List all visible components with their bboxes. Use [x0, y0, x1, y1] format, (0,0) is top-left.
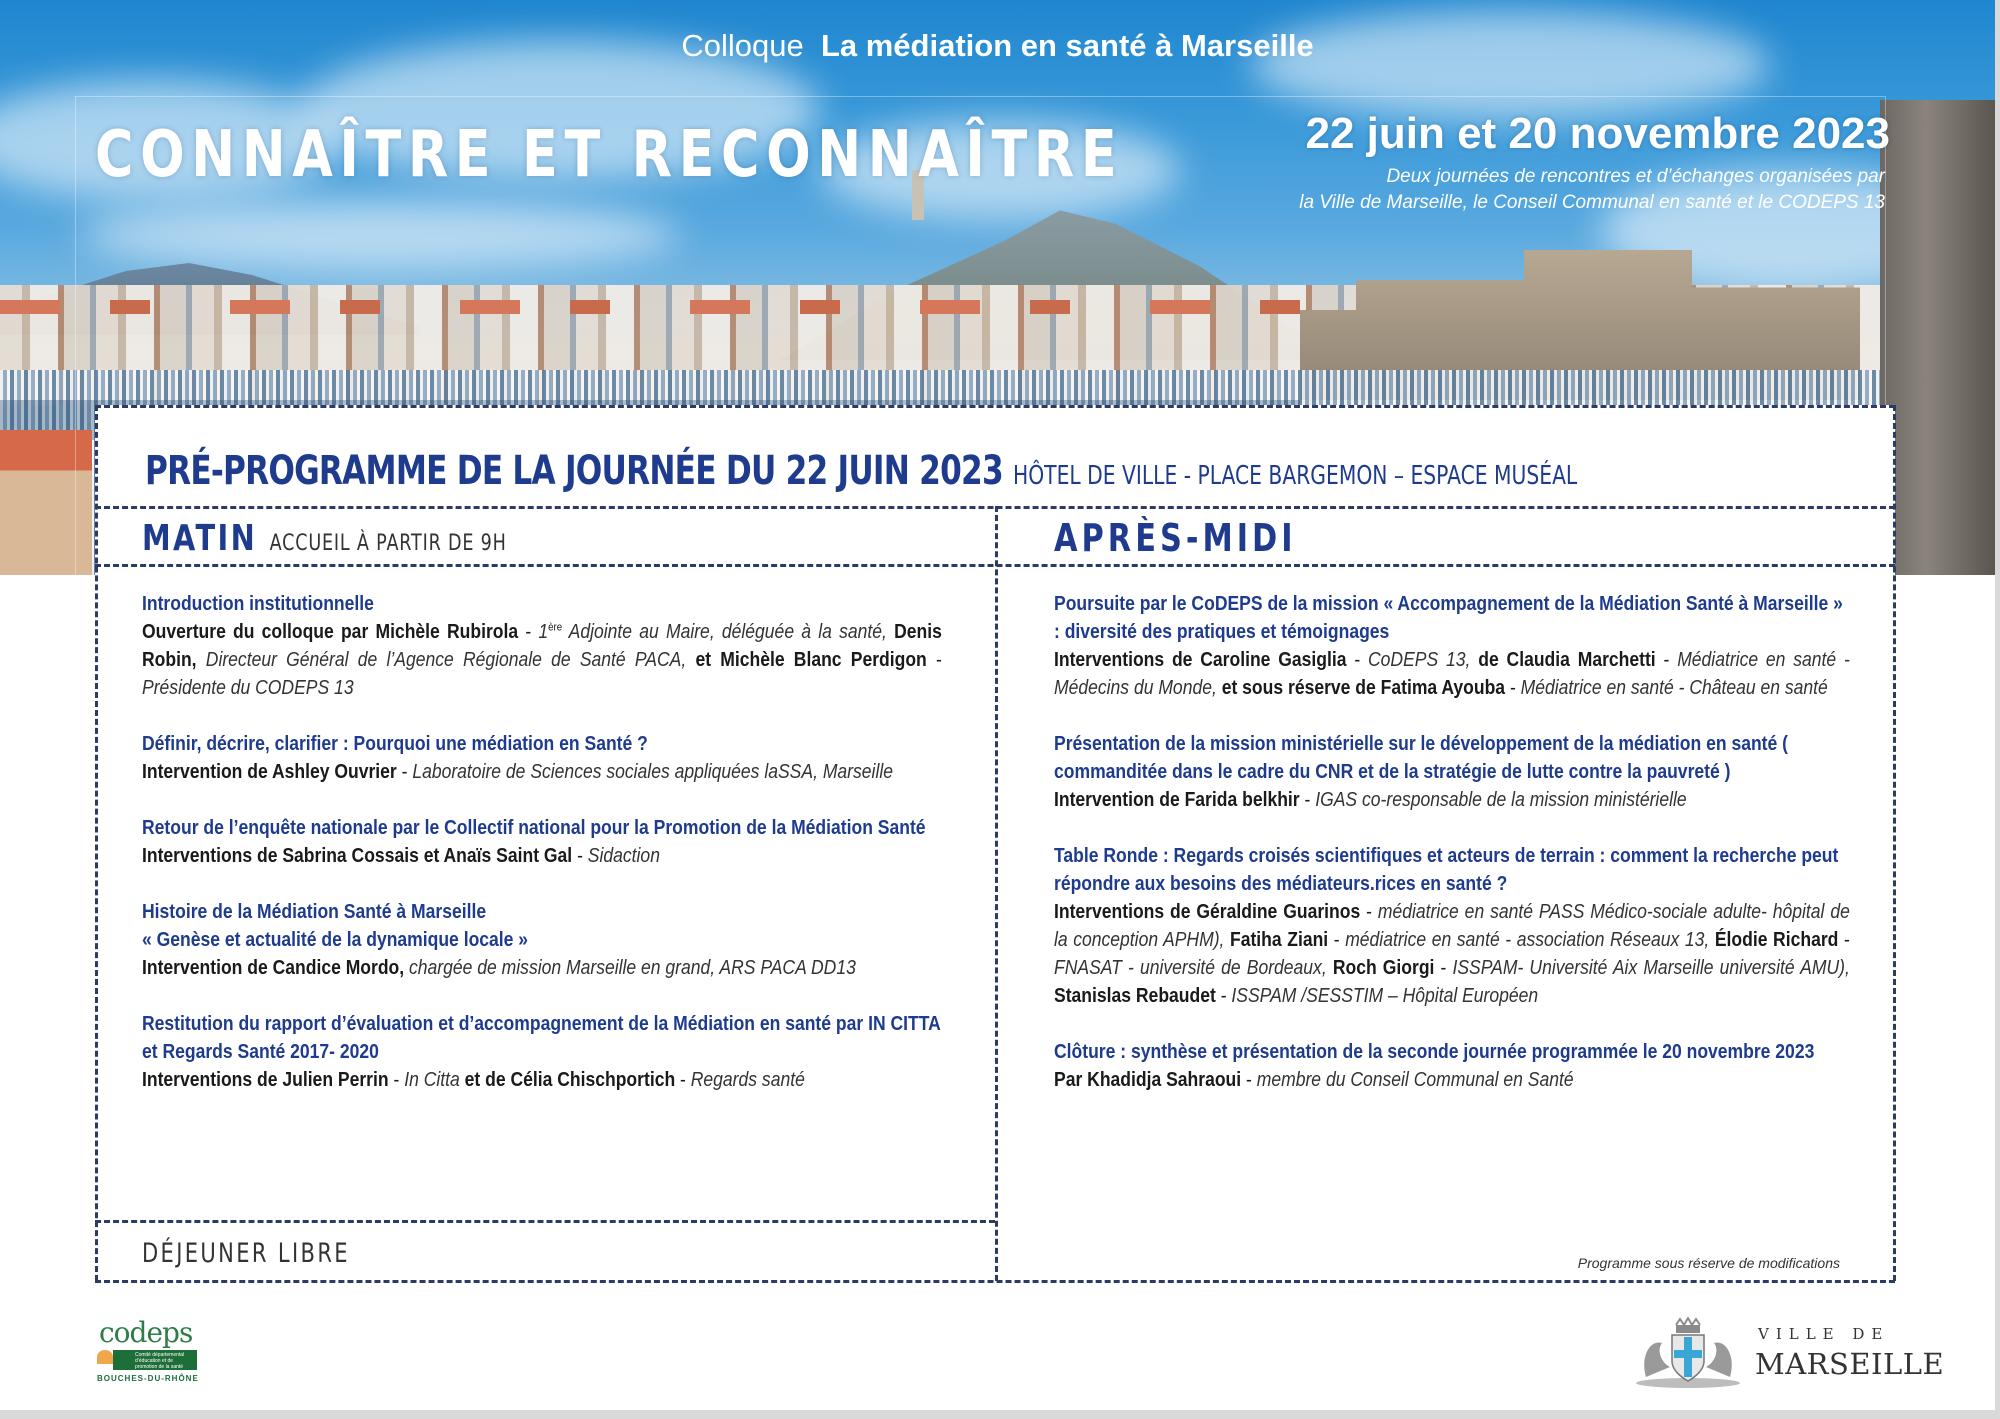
session-title: Histoire de la Médiation Santé à Marseille	[142, 901, 487, 923]
speaker-role: In Citta	[404, 1069, 460, 1091]
separator: -	[518, 621, 539, 643]
session-title: Table Ronde : Regards croisés scientifiques et acteurs de terrain : comment la recherche peut répondre aux besoins des médiateurs.rices en santé ?	[1054, 845, 1839, 895]
separator: -	[388, 1069, 405, 1091]
house-left	[0, 430, 92, 575]
session-title: Retour de l’enquête nationale par le Collectif national pour la Promotion de la Médiation Santé	[142, 817, 926, 839]
afternoon-sessions	[1054, 590, 1850, 1235]
speaker-role: médiatrice en santé PASS Médico-sociale adulte- hôpital de la conception APHM),	[1054, 901, 1850, 951]
session-title: Définir, décrire, clarifier : Pourquoi une médiation en Santé ?	[142, 733, 648, 755]
cloud	[80, 200, 680, 270]
morning-title: MATIN	[142, 518, 258, 559]
speaker-role: Sidaction	[587, 845, 660, 867]
speaker-role: Présidente du CODEPS 13	[142, 677, 354, 699]
programme-session	[142, 590, 942, 702]
speaker-name: Intervention de Candice Mordo,	[142, 957, 405, 979]
session-speakers	[1054, 1066, 1850, 1094]
speaker-name: Interventions de Julien Perrin	[142, 1069, 389, 1091]
session-speakers	[1054, 786, 1850, 814]
roofs	[0, 300, 1300, 314]
colloque-heading	[0, 28, 1995, 64]
main-title: CONNAÎTRE ET RECONNAÎTRE	[95, 118, 1124, 192]
separator: -	[1241, 1069, 1257, 1091]
speaker-role: Directeur Général de l’Agence Régionale de Santé PACA,	[196, 649, 687, 671]
divider	[95, 405, 1895, 408]
programme-title	[145, 448, 1577, 499]
separator: -	[675, 1069, 691, 1091]
speaker-name: Interventions de Sabrina Cossais et Anaïs Saint Gal	[142, 845, 573, 867]
session-speakers	[142, 1066, 942, 1094]
session-title: Introduction institutionnelle	[142, 593, 374, 615]
session-speakers	[142, 758, 942, 786]
speaker-role: Adjointe au Maire, déléguée à la santé,	[562, 621, 887, 643]
separator: -	[1434, 957, 1453, 979]
divider	[95, 405, 98, 1281]
speaker-role: CoDEPS 13,	[1368, 649, 1471, 671]
separator: -	[926, 649, 942, 671]
session-title: Restitution du rapport d’évaluation et d’accompagnement de la Médiation en santé par IN CITTA et Regards Santé 2017- 2020	[142, 1013, 941, 1063]
separator: -	[1328, 929, 1346, 951]
speaker-role: Médiatrice en santé - Médecins du Monde,	[1054, 649, 1850, 699]
session-speakers	[1054, 646, 1850, 702]
speaker-name: et Michèle Blanc Perdigon	[686, 649, 927, 671]
separator: -	[1655, 649, 1678, 671]
separator: -	[572, 845, 588, 867]
divider	[1893, 405, 1896, 1281]
ordinal-suffix: ère	[548, 621, 563, 634]
guide-line	[75, 96, 1885, 97]
programme-session	[1054, 842, 1850, 1010]
afternoon-sessions-list	[1054, 590, 1850, 1094]
morning-sessions	[142, 590, 942, 1210]
speaker-name: et sous réserve de Fatima Ayouba	[1216, 677, 1506, 699]
speaker-name: Roch Giorgi	[1326, 957, 1435, 979]
morning-heading	[142, 518, 507, 565]
speaker-name: Élodie Richard	[1709, 929, 1839, 951]
session-speakers	[142, 618, 942, 702]
speaker-name: Ouverture du colloque par Michèle Rubirola	[142, 621, 519, 643]
separator: -	[1299, 789, 1316, 811]
column-divider	[995, 506, 998, 1281]
organisers-line-2: la Ville de Marseille, le Conseil Communal en santé et le CODEPS 13	[1299, 192, 1885, 213]
codeps-tagline: Comité départemental d’éducation et de promotion de la santé	[113, 1350, 197, 1370]
session-title: Clôture : synthèse et présentation de la seconde journée programmée le 20 novembre 2023	[1054, 1041, 1815, 1063]
speaker-name: Intervention de Farida belkhir	[1054, 789, 1300, 811]
speaker-role: IGAS co-responsable de la mission ministérielle	[1315, 789, 1687, 811]
speaker-name: Interventions de Caroline Gasiglia	[1054, 649, 1347, 671]
codeps-region: BOUCHES-DU-RHÔNE	[97, 1374, 199, 1383]
speaker-name: Fatiha Ziani	[1224, 929, 1329, 951]
programme-session	[1054, 1038, 1850, 1094]
speaker-role: 1	[538, 621, 549, 643]
speaker-name: de Claudia Marchetti	[1470, 649, 1656, 671]
speaker-name: Par Khadidja Sahraoui	[1054, 1069, 1242, 1091]
speaker-role: ISSPAM- Université Aix Marseille université AMU),	[1452, 957, 1850, 979]
cloud	[1250, 10, 1770, 120]
colloque-title: La médiation en santé à Marseille	[820, 28, 1314, 63]
speaker-name: Stanislas Rebaudet	[1054, 985, 1216, 1007]
divider	[95, 1220, 995, 1223]
programme-title-text: PRÉ-PROGRAMME DE LA JOURNÉE DU 22 JUIN 2023	[145, 448, 1003, 494]
speaker-role: Regards santé	[690, 1069, 805, 1091]
session-speakers	[142, 842, 942, 870]
speaker-role: ISSPAM /SESSTIM – Hôpital Européen	[1231, 985, 1539, 1007]
codeps-logo	[97, 1318, 207, 1390]
morning-sessions-list	[142, 590, 942, 1094]
programme-session	[142, 1010, 942, 1094]
sun-icon	[97, 1350, 113, 1364]
event-organisers	[1299, 164, 1885, 216]
codeps-wordmark: codeps	[99, 1316, 193, 1349]
marseille-text: MARSEILLE	[1755, 1347, 1945, 1381]
organisers-line-1: Deux journées de rencontres et d’échanges organisées par	[1386, 166, 1885, 187]
session-speakers	[142, 954, 942, 982]
separator: -	[1346, 649, 1369, 671]
programme-session	[142, 814, 942, 870]
speaker-name: Denis Robin,	[142, 621, 942, 671]
morning-welcome: ACCUEIL À PARTIR DE 9H	[269, 531, 507, 556]
afternoon-heading: APRÈS-MIDI	[1054, 516, 1297, 560]
programme-session	[142, 898, 942, 982]
separator: -	[1838, 929, 1850, 951]
ville-de-text: VILLE DE	[1758, 1325, 1890, 1343]
ville-de-marseille-logo	[1632, 1313, 1945, 1393]
programme-session	[142, 730, 942, 786]
programme-session	[1054, 730, 1850, 814]
separator: -	[1505, 677, 1521, 699]
separator: -	[1215, 985, 1232, 1007]
speaker-name: Interventions de Géraldine Guarinos	[1054, 901, 1361, 923]
session-speakers	[1054, 898, 1850, 1010]
fort-tower	[1880, 100, 1995, 575]
session-title: Présentation de la mission ministérielle sur le développement de la médiation en santé ( commanditée dans le cadre du CNR et de la stratégie de lutte contre la pauvreté )	[1054, 733, 1788, 783]
marseille-coat-of-arms-icon	[1632, 1317, 1744, 1389]
speaker-role: membre du Conseil Communal en Santé	[1256, 1069, 1574, 1091]
speaker-role: chargée de mission Marseille en grand, ARS PACA DD13	[404, 957, 856, 979]
programme-venue: HÔTEL DE VILLE - PLACE BARGEMON – ESPACE MUSÉAL	[1012, 461, 1578, 491]
speaker-role: médiatrice en santé - association Réseaux 13,	[1345, 929, 1710, 951]
speaker-name: Intervention de Ashley Ouvrier	[142, 761, 397, 783]
event-dates: 22 juin et 20 novembre 2023	[1305, 109, 1890, 158]
speaker-role: Médiatrice en santé - Château en santé	[1520, 677, 1828, 699]
session-title: Poursuite par le CoDEPS de la mission « Accompagnement de la Médiation Santé à Marseille » : diversité des pratiques et témoignages	[1054, 593, 1843, 643]
colloque-label: Colloque	[681, 28, 804, 63]
guide-line	[75, 96, 76, 575]
speaker-role: FNASAT - université de Bordeaux,	[1054, 957, 1327, 979]
separator: -	[1360, 901, 1378, 923]
programme-disclaimer: Programme sous réserve de modifications	[1577, 1255, 1840, 1271]
programme-session	[1054, 590, 1850, 702]
speaker-role: Laboratoire de Sciences sociales appliquées laSSA, Marseille	[412, 761, 893, 783]
lunch-break: DÉJEUNER LIBRE	[142, 1238, 350, 1269]
speaker-name: et de Célia Chischportich	[459, 1069, 676, 1091]
session-subtitle: « Genèse et actualité de la dynamique locale »	[142, 929, 529, 951]
separator: -	[396, 761, 413, 783]
